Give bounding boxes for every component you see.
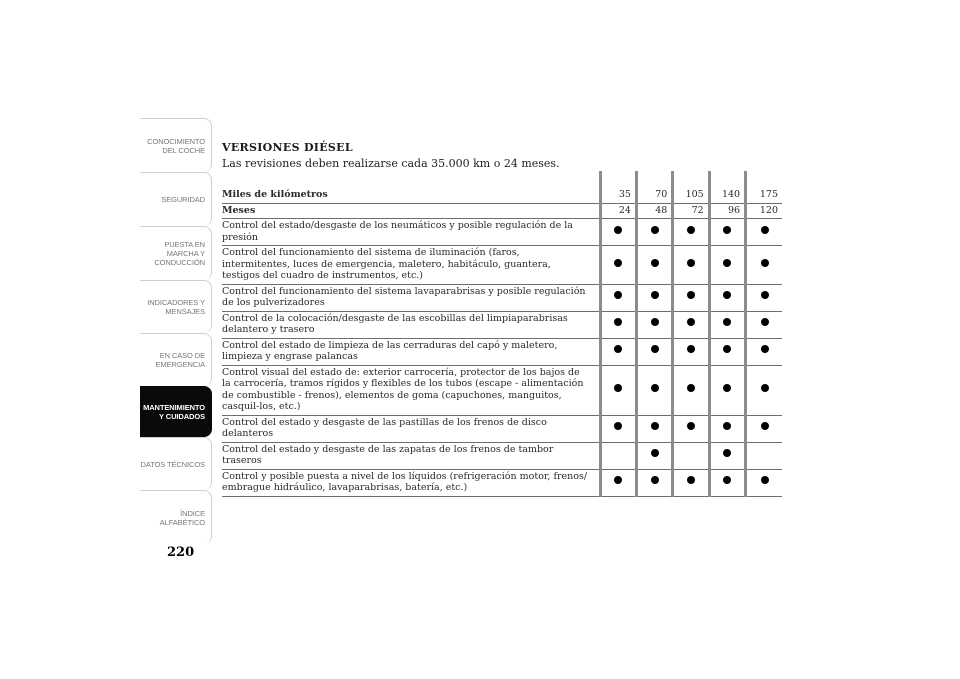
interval-cell [636,311,672,338]
check-dot-icon [687,422,695,430]
check-dot-icon [614,422,622,430]
interval-cell [709,219,745,246]
tab-label: PUESTA EN MARCHA Y CONDUCCIÓN [154,240,205,267]
task-description: Control del funcionamiento del sistema de iluminación (faros, intermitentes, luces de emergencia, maletero, habitáculo, guantera, testigos del cuadro de instrumentos, etc.) [222,246,600,285]
interval-cell [709,246,745,285]
task-description: Control del estado y desgaste de las zapatas de los frenos de tambor traseros [222,442,600,469]
interval-cell [636,365,672,415]
interval-cell [709,469,745,496]
check-dot-icon [614,318,622,326]
check-dot-icon [723,259,731,267]
check-dot-icon [723,318,731,326]
interval-cell [636,284,672,311]
table-row [222,219,782,246]
check-dot-icon [761,318,769,326]
maintenance-table [222,171,782,497]
months-value: 120 [746,203,782,219]
task-description: Control del funcionamiento del sistema lavaparabrisas y posible regulación de los pulverizadores [222,284,600,311]
interval-cell [673,338,709,365]
interval-cell [709,415,745,442]
interval-cell [673,311,709,338]
interval-cell [746,469,782,496]
check-dot-icon [651,449,659,457]
check-dot-icon [651,422,659,430]
km-value: 175 [746,171,782,203]
check-dot-icon [687,259,695,267]
task-description: Control y posible puesta a nivel de los líquidos (refrigeración motor, frenos/ embrague hidráulico, lavaparabrisas, batería, etc.) [222,469,600,496]
check-dot-icon [651,259,659,267]
check-dot-icon [687,476,695,484]
months-value: 24 [600,203,636,219]
km-value: 35 [600,171,636,203]
check-dot-icon [614,476,622,484]
interval-cell [673,246,709,285]
table-row [222,415,782,442]
table-row [222,469,782,496]
months-value: 72 [673,203,709,219]
check-dot-icon [723,422,731,430]
check-dot-icon [614,345,622,353]
interval-cell [636,415,672,442]
check-dot-icon [651,318,659,326]
tab-label: ÍNDICE ALFABÉTICO [159,508,205,527]
interval-cell [746,442,782,469]
check-dot-icon [651,345,659,353]
task-description: Control del estado y desgaste de las pastillas de los frenos de disco delanteros [222,415,600,442]
tab-conocimiento-del-coche[interactable] [140,118,212,172]
check-dot-icon [614,226,622,234]
section-header [222,141,560,170]
task-description: Control de la colocación/desgaste de las escobillas del limpiaparabrisas delantero y trasero [222,311,600,338]
interval-cell [673,442,709,469]
check-dot-icon [651,291,659,299]
check-dot-icon [651,384,659,392]
check-dot-icon [651,476,659,484]
interval-cell [600,219,636,246]
km-value: 70 [636,171,672,203]
check-dot-icon [723,476,731,484]
tab-en-caso-de-emergencia[interactable] [140,333,212,386]
check-dot-icon [761,476,769,484]
km-label: Miles de kilómetros [222,171,600,203]
interval-cell [746,415,782,442]
interval-cell [709,311,745,338]
table-row [222,442,782,469]
table-row [222,365,782,415]
task-description: Control visual del estado de: exterior carrocería, protector de los bajos de la carrocería, tramos rígidos y flexibles de los tubos (escape - alimentación de combustible - frenos), elementos de goma (capuchones, manguitos, casquil-los, etc.) [222,365,600,415]
check-dot-icon [761,259,769,267]
table-row [222,284,782,311]
interval-cell [636,338,672,365]
km-value: 105 [673,171,709,203]
check-dot-icon [761,345,769,353]
tab-label: CONOCIMIENTO DEL COCHE [147,136,205,155]
interval-cell [636,219,672,246]
check-dot-icon [614,384,622,392]
tab-indice-alfabetico[interactable] [140,490,212,544]
months-header-row [222,203,782,219]
tab-datos-tecnicos[interactable] [140,437,212,490]
check-dot-icon [614,259,622,267]
interval-cell [709,284,745,311]
check-dot-icon [687,384,695,392]
interval-cell [673,284,709,311]
tab-puesta-en-marcha[interactable] [140,226,212,280]
check-dot-icon [723,291,731,299]
interval-cell [746,246,782,285]
interval-cell [600,469,636,496]
section-subtitle: Las revisiones deben realizarse cada 35.000 km o 24 meses. [222,157,560,170]
tab-label: EN CASO DE EMERGENCIA [155,351,205,369]
table-row [222,311,782,338]
check-dot-icon [761,422,769,430]
interval-cell [600,365,636,415]
interval-cell [600,338,636,365]
page-number: 220 [167,545,195,560]
check-dot-icon [614,291,622,299]
interval-cell [600,415,636,442]
tab-label: INDICADORES Y MENSAJES [147,298,205,316]
interval-cell [636,442,672,469]
interval-cell [600,284,636,311]
tab-indicadores-y-mensajes[interactable] [140,280,212,333]
table-row [222,246,782,285]
interval-cell [600,246,636,285]
task-description: Control del estado/desgaste de los neumáticos y posible regulación de la presión [222,219,600,246]
table-row [222,338,782,365]
months-label: Meses [222,203,600,219]
interval-cell [709,442,745,469]
task-description: Control del estado de limpieza de las cerraduras del capó y maletero, limpieza y engrase palancas [222,338,600,365]
tab-label: MANTENIMIENTO Y CUIDADOS [143,403,205,421]
interval-cell [746,311,782,338]
check-dot-icon [687,226,695,234]
interval-cell [709,338,745,365]
check-dot-icon [761,226,769,234]
interval-cell [673,365,709,415]
km-header-row [222,171,782,203]
interval-cell [600,311,636,338]
check-dot-icon [687,345,695,353]
check-dot-icon [687,318,695,326]
interval-cell [600,442,636,469]
interval-cell [636,246,672,285]
section-title: VERSIONES DIÉSEL [222,141,353,154]
interval-cell [746,219,782,246]
months-value: 96 [709,203,745,219]
check-dot-icon [761,291,769,299]
check-dot-icon [687,291,695,299]
interval-cell [746,365,782,415]
km-value: 140 [709,171,745,203]
interval-cell [673,415,709,442]
months-value: 48 [636,203,672,219]
interval-cell [636,469,672,496]
check-dot-icon [723,226,731,234]
interval-cell [746,284,782,311]
interval-cell [673,219,709,246]
check-dot-icon [761,384,769,392]
check-dot-icon [723,345,731,353]
interval-cell [709,365,745,415]
tab-label: SEGURIDAD [161,195,205,204]
check-dot-icon [723,449,731,457]
check-dot-icon [723,384,731,392]
interval-cell [673,469,709,496]
tab-seguridad[interactable] [140,172,212,226]
check-dot-icon [651,226,659,234]
tab-label: DATOS TÉCNICOS [140,459,205,469]
tab-mantenimiento-y-cuidados[interactable] [140,386,212,437]
interval-cell [746,338,782,365]
